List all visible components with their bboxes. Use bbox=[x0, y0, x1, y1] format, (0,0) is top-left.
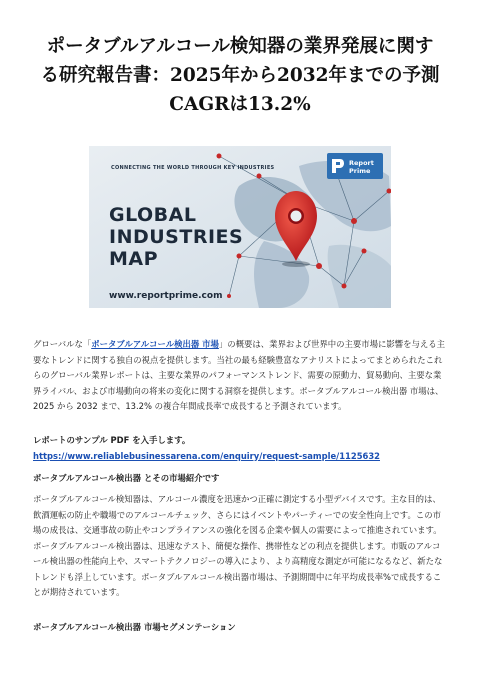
report-prime-logo bbox=[327, 153, 383, 179]
section-heading-segmentation: ポータブルアルコール検出器 市場セグメンテーション bbox=[33, 622, 236, 632]
sample-request-link[interactable]: https://www.reliablebusinessarena.com/enquiry/request-sample/1125632 bbox=[33, 450, 380, 461]
title-line-2: る研究報告書：2025年から2032年までの予測 bbox=[40, 65, 440, 86]
intro-suffix: 」の概要は、業界および世界中の主要市場に影響を与える主要なトレンドに関する独自の視点を提供します。当社の最も経験豊富なアナリストによってまとめられたこれらのグローバル業界レポートは、主要な業界のパフォーマンストレンド、需要の原動力、貿易動向、主要な業界ライバル、および市場動向の将来の変化に関する洞察を提供します。ポータブルアルコール検出器 市場は、2025 から 2032 まで、13.2% の複合年間成長率で成長すると予測されています。 bbox=[33, 339, 446, 411]
logo-icon bbox=[331, 158, 345, 174]
intro-prefix: グローバルな「 bbox=[33, 339, 92, 349]
section-heading-intro: ポータブルアルコール検出器 とその市場紹介です bbox=[33, 473, 220, 483]
hero-heading-line-3: MAP bbox=[109, 248, 159, 270]
page-title bbox=[20, 32, 460, 119]
title-line-1: ポータブルアルコール検知器の業界発展に関す bbox=[46, 36, 434, 57]
market-link[interactable]: ポータブルアルコール検出器 市場 bbox=[91, 339, 219, 349]
brand-line-2: Prime bbox=[349, 167, 371, 175]
brand-line-1: Report bbox=[349, 159, 374, 167]
hero-url: www.reportprime.com bbox=[109, 291, 223, 301]
intro-paragraph bbox=[33, 337, 447, 415]
sample-request-paragraph bbox=[33, 433, 447, 464]
hero-tagline: CONNECTING THE WORLD THROUGH KEY INDUSTRIES bbox=[111, 165, 275, 171]
brand-text bbox=[349, 159, 374, 175]
hero-heading-line-1: GLOBAL bbox=[109, 204, 197, 226]
hero-image bbox=[89, 146, 391, 308]
title-line-3: CAGRは13.2% bbox=[169, 94, 311, 115]
hero-heading-line-2: INDUSTRIES bbox=[109, 226, 244, 248]
sample-label: レポートのサンプル PDF を入手します。 bbox=[33, 435, 191, 445]
section-body-intro: ポータブルアルコール検知器は、アルコール濃度を迅速かつ正確に測定する小型デバイスです。主な目的は、飲酒運転の防止や職場でのアルコールチェック、さらにはイベントやパーティーでの安全性向上です。この市場の成長は、交通事故の防止やコンプライアンスの強化を図る企業や個人の需要によって推進されています。ポータブルアルコール検出器は、迅速なテスト、簡便な操作、携帯性などの利点を提供します。市販のアルコール検出器の性能向上や、スマートテクノロジーの導入により、より高精度な測定が可能になるなど、新たなトレンドも浮上しています。ポータブルアルコール検出器市場は、予測期間中に年平均成長率%で成長することが期待されています。 bbox=[33, 494, 443, 597]
